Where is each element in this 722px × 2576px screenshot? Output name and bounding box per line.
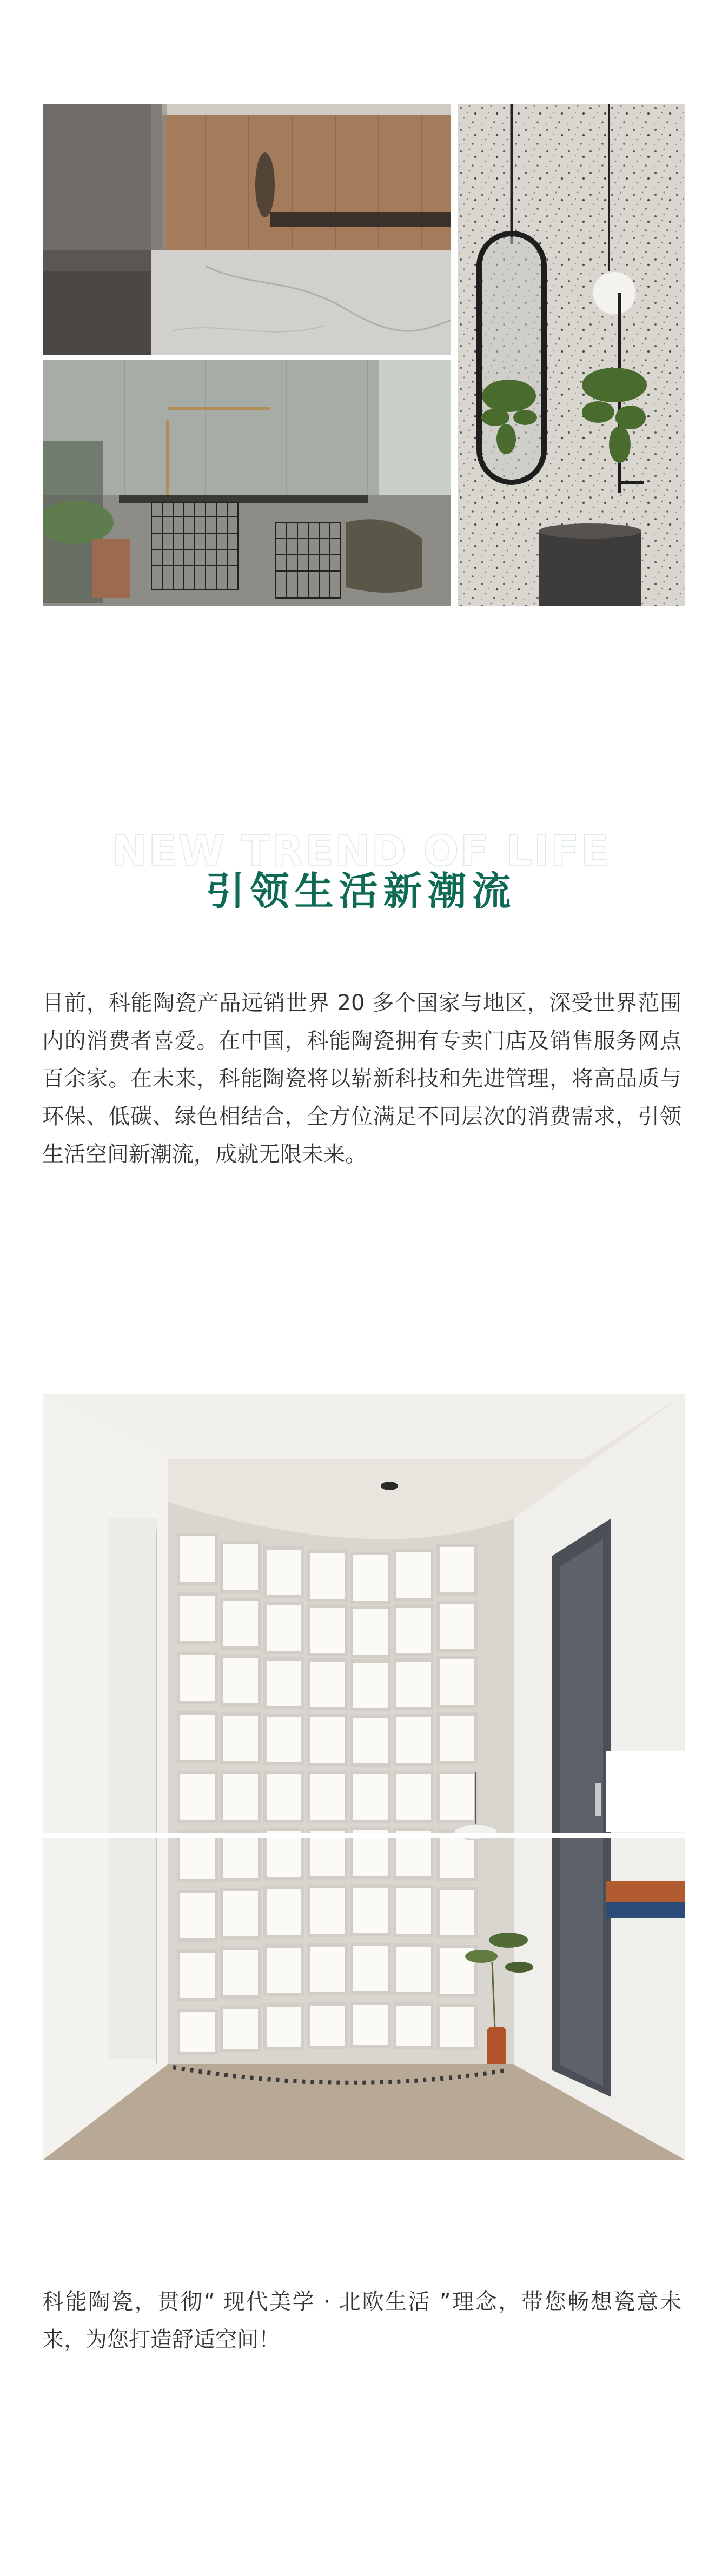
section-title: 引领生活新潮流 <box>206 868 516 914</box>
interior-photo-glass-block-corridor <box>43 1394 685 2160</box>
interior-photo-terrazzo-mirror <box>458 104 685 606</box>
closing-paragraph: 科能陶瓷，贯彻“ 现代美学 · 北欧生活 ”理念，带您畅想瓷意未来，为您打造舒适空间！ <box>42 2289 681 2352</box>
english-background-title: NEW TREND OF LIFE <box>111 827 611 876</box>
intro-paragraph: 目前，科能陶瓷产品远销世界 20 多个国家与地区，深受世界范围内的消费者喜爱。在中国，科能陶瓷拥有专卖门店及销售服务网点百余家。在未来，科能陶瓷将以崭新科技和先进管理，将高品质与环保、低碳、绿色相结合，全方位满足不同层次的消费需求，引领生活空间新潮流，成就无限未来。 <box>42 991 681 1167</box>
interior-photo-dining-table <box>43 360 451 606</box>
interior-photo-wood-wall <box>43 104 451 355</box>
